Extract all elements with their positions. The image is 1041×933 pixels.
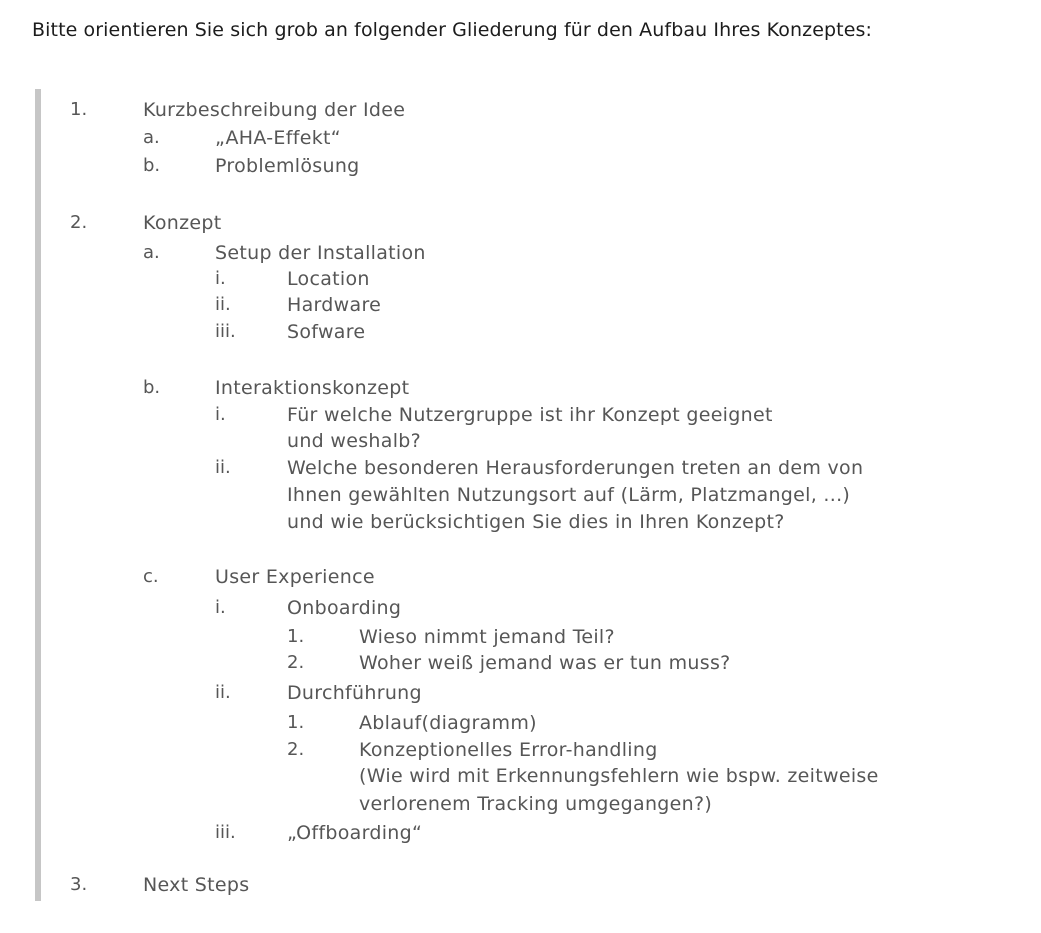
section-2c-ii-1-text: Ablauf(diagramm) xyxy=(359,712,537,734)
section-2-title: Konzept xyxy=(143,212,222,234)
section-3-title: Next Steps xyxy=(143,874,250,896)
section-2a-text: Setup der Installation xyxy=(215,242,426,264)
section-2a-i-text: Location xyxy=(287,268,370,290)
section-2b-ii-line-2: Ihnen gewählten Nutzungsort auf (Lärm, Platzmangel, ...) xyxy=(287,484,851,506)
section-2a-iii-text: Sofware xyxy=(287,321,366,343)
section-2c-ii-1-marker: 1. xyxy=(287,712,305,733)
section-2b-i-line-1: Für welche Nutzergruppe ist ihr Konzept geeignet xyxy=(287,404,773,426)
section-2b-ii-marker: ii. xyxy=(215,457,231,478)
section-2c-ii-text: Durchführung xyxy=(287,682,422,704)
section-2b-marker: b. xyxy=(143,377,161,398)
section-2b-ii-line-3: und wie berücksichtigen Sie dies in Ihren Konzept? xyxy=(287,511,785,533)
section-2c-i-1-marker: 1. xyxy=(287,626,305,647)
section-2c-iii-text: „Offboarding“ xyxy=(287,822,423,844)
section-2c-ii-2-line-3: verlorenem Tracking umgegangen?) xyxy=(359,793,713,815)
section-2b-i-line-2: und weshalb? xyxy=(287,430,422,452)
section-1-number: 1. xyxy=(70,99,88,120)
section-2a-marker: a. xyxy=(143,242,160,263)
section-2c-ii-marker: ii. xyxy=(215,682,231,703)
section-2a-i-marker: i. xyxy=(215,268,226,289)
section-2c-i-2-marker: 2. xyxy=(287,652,305,673)
section-2b-i-marker: i. xyxy=(215,404,226,425)
section-2c-marker: c. xyxy=(143,566,159,587)
section-2a-iii-marker: iii. xyxy=(215,321,236,342)
section-2c-i-marker: i. xyxy=(215,597,226,618)
section-2c-iii-marker: iii. xyxy=(215,822,236,843)
intro-text: Bitte orientieren Sie sich grob an folgender Gliederung für den Aufbau Ihres Konzeptes: xyxy=(32,19,872,41)
section-2c-ii-2-marker: 2. xyxy=(287,739,305,760)
section-2-number: 2. xyxy=(70,212,88,233)
section-2c-i-text: Onboarding xyxy=(287,597,402,619)
section-1a-marker: a. xyxy=(143,127,160,148)
section-2a-ii-text: Hardware xyxy=(287,294,382,316)
section-2c-ii-2-line-1: Konzeptionelles Error-handling xyxy=(359,739,658,761)
section-1-title: Kurzbeschreibung der Idee xyxy=(143,99,406,121)
section-2c-ii-2-line-2: (Wie wird mit Erkennungsfehlern wie bspw. zeitweise xyxy=(359,765,879,787)
section-2b-ii-line-1: Welche besonderen Herausforderungen treten an dem von xyxy=(287,457,864,479)
section-2a-ii-marker: ii. xyxy=(215,294,231,315)
section-2b-text: Interaktionskonzept xyxy=(215,377,410,399)
section-2c-i-2-text: Woher weiß jemand was er tun muss? xyxy=(359,652,731,674)
section-2c-text: User Experience xyxy=(215,566,375,588)
section-1b-text: Problemlösung xyxy=(215,155,360,177)
section-1a-text: „AHA-Effekt“ xyxy=(215,127,341,149)
section-3-number: 3. xyxy=(70,874,88,895)
section-1b-marker: b. xyxy=(143,155,161,176)
section-2c-i-1-text: Wieso nimmt jemand Teil? xyxy=(359,626,615,648)
